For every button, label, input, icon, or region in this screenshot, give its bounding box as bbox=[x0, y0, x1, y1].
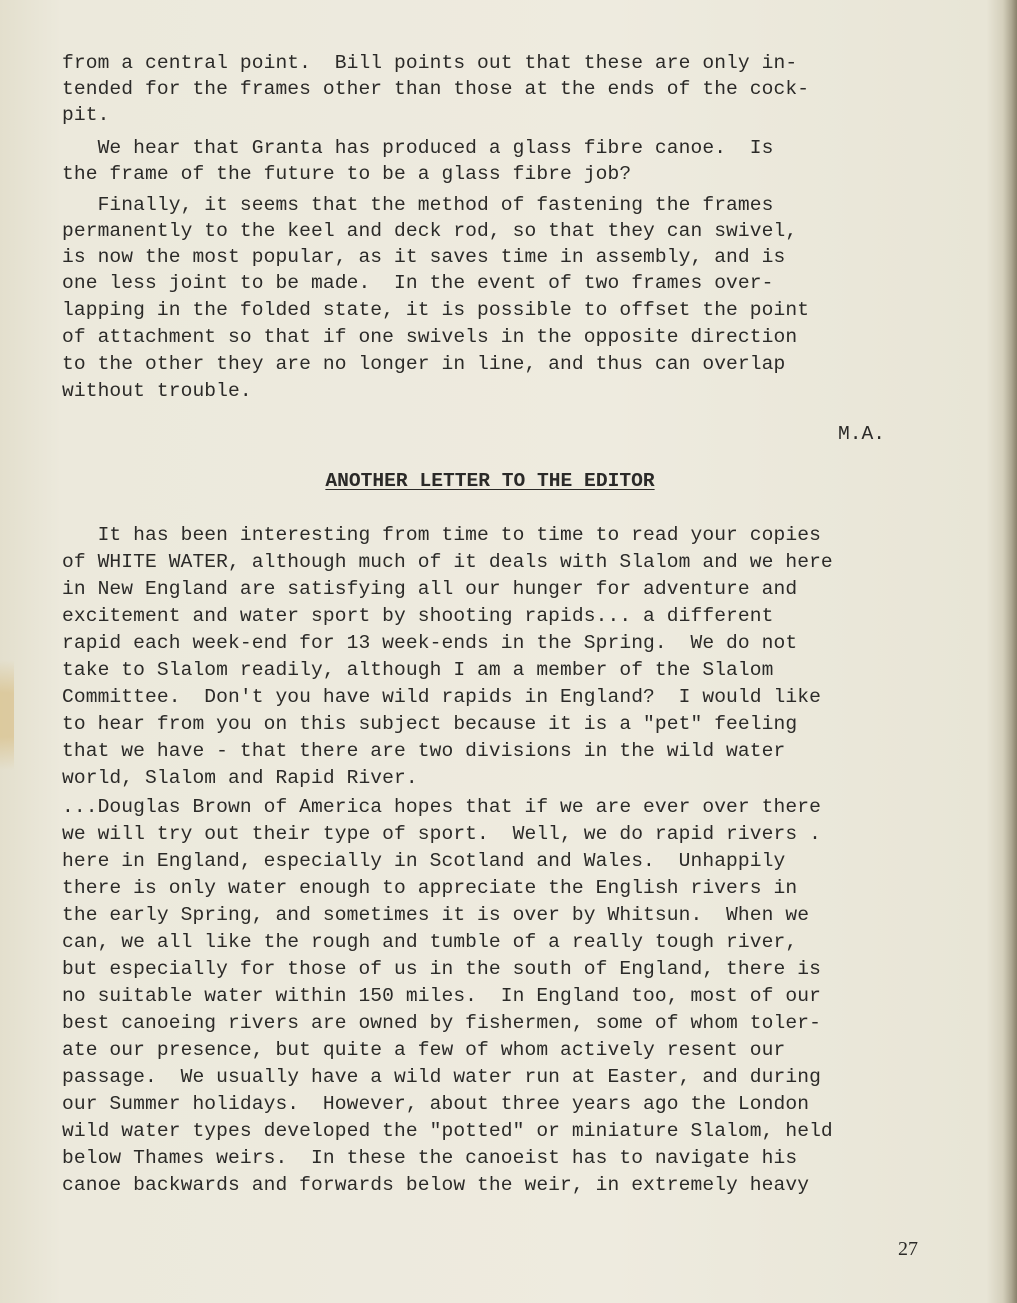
text-line: world, Slalom and Rapid River. bbox=[62, 767, 418, 789]
heading-text: ANOTHER LETTER TO THE EDITOR bbox=[325, 470, 655, 492]
text-line: tended for the frames other than those at the ends of the cock- bbox=[62, 78, 810, 100]
page-number: 27 bbox=[898, 1238, 918, 1260]
text-line: from a central point. Bill points out that these are only in- bbox=[62, 52, 798, 74]
text-line: permanently to the keel and deck rod, so that they can swivel, bbox=[62, 220, 798, 242]
text-line: ate our presence, but quite a few of whom actively resent our bbox=[62, 1039, 786, 1061]
text-line: pit. bbox=[62, 104, 110, 126]
text-line: It has been interesting from time to time to read your copies bbox=[62, 524, 821, 546]
binding-stain bbox=[0, 660, 14, 770]
text-line: the early Spring, and sometimes it is over by Whitsun. When we bbox=[62, 904, 810, 926]
text-line: best canoeing rivers are owned by fishermen, some of whom toler- bbox=[62, 1012, 821, 1034]
text-line: We hear that Granta has produced a glass fibre canoe. Is bbox=[62, 137, 774, 159]
text-line: without trouble. bbox=[62, 380, 252, 402]
text-line: the frame of the future to be a glass fibre job? bbox=[62, 163, 632, 185]
text-line: lapping in the folded state, it is possible to offset the point bbox=[62, 299, 810, 321]
text-line: our Summer holidays. However, about three years ago the London bbox=[62, 1093, 810, 1115]
author-signature: M.A. bbox=[838, 423, 886, 445]
text-line: but especially for those of us in the south of England, there is bbox=[62, 958, 821, 980]
text-line: rapid each week-end for 13 week-ends in the Spring. We do not bbox=[62, 632, 798, 654]
text-line: wild water types developed the "potted" or miniature Slalom, held bbox=[62, 1120, 833, 1142]
text-line: Committee. Don't you have wild rapids in England? I would like bbox=[62, 686, 821, 708]
text-line: is now the most popular, as it saves time in assembly, and is bbox=[62, 246, 786, 268]
text-line: Finally, it seems that the method of fastening the frames bbox=[62, 194, 774, 216]
text-line: excitement and water sport by shooting rapids... a different bbox=[62, 605, 774, 627]
text-line: we will try out their type of sport. Well, we do rapid rivers . bbox=[62, 823, 821, 845]
section-heading bbox=[0, 468, 980, 494]
text-line: canoe backwards and forwards below the weir, in extremely heavy bbox=[62, 1174, 810, 1196]
text-line: can, we all like the rough and tumble of a really tough river, bbox=[62, 931, 798, 953]
text-line: here in England, especially in Scotland and Wales. Unhappily bbox=[62, 850, 786, 872]
text-line: there is only water enough to appreciate the English rivers in bbox=[62, 877, 798, 899]
text-line: ...Douglas Brown of America hopes that if we are ever over there bbox=[62, 796, 821, 818]
text-line: to the other they are no longer in line, and thus can overlap bbox=[62, 353, 786, 375]
text-line: in New England are satisfying all our hunger for adventure and bbox=[62, 578, 798, 600]
text-line: of WHITE WATER, although much of it deals with Slalom and we here bbox=[62, 551, 833, 573]
text-line: that we have - that there are two divisions in the wild water bbox=[62, 740, 786, 762]
text-line: passage. We usually have a wild water run at Easter, and during bbox=[62, 1066, 821, 1088]
page-edge-shadow bbox=[1003, 0, 1017, 1303]
text-line: below Thames weirs. In these the canoeist has to navigate his bbox=[62, 1147, 798, 1169]
text-line: no suitable water within 150 miles. In England too, most of our bbox=[62, 985, 821, 1007]
text-line: take to Slalom readily, although I am a member of the Slalom bbox=[62, 659, 774, 681]
text-line: to hear from you on this subject because it is a "pet" feeling bbox=[62, 713, 798, 735]
text-line: one less joint to be made. In the event of two frames over- bbox=[62, 272, 774, 294]
text-line: of attachment so that if one swivels in the opposite direction bbox=[62, 326, 798, 348]
